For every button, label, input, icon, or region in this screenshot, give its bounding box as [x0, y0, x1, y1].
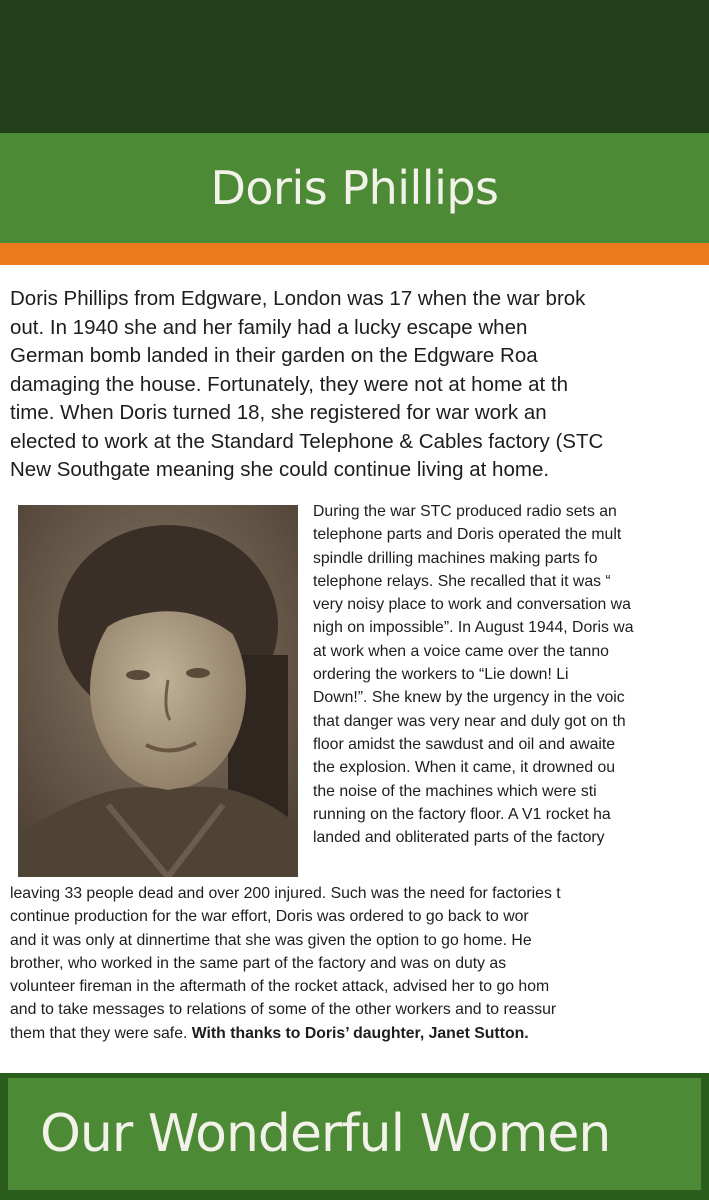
- acknowledgement: With thanks to Doris’ daughter, Janet Sutton.: [191, 1024, 529, 1042]
- intro-line: damaging the house. Fortunately, they were not at home at th: [10, 372, 569, 396]
- top-bar: [0, 0, 709, 133]
- story-line: leaving 33 people dead and over 200 injured. Such was the need for factories t: [10, 885, 561, 902]
- story-line: nigh on impossible”. In August 1944, Doris wa: [313, 619, 634, 637]
- story-line: ordering the workers to “Lie down! Li: [313, 666, 569, 684]
- story-line: Down!”. She knew by the urgency in the voic: [313, 689, 625, 707]
- story-line: volunteer fireman in the aftermath of the rocket attack, advised her to go hom: [10, 978, 550, 996]
- story-line: the noise of the machines which were sti: [313, 782, 597, 800]
- intro-line: elected to work at the Standard Telephone & Cables factory (STC: [10, 429, 604, 453]
- story-line: that danger was very near and duly got on th: [313, 712, 626, 730]
- story-line: floor amidst the sawdust and oil and awaite: [313, 735, 616, 753]
- story-line: very noisy place to work and conversation wa: [313, 596, 631, 614]
- story-side-column: [313, 500, 709, 849]
- story-line: landed and obliterated parts of the factory: [313, 829, 605, 847]
- intro-line: New Southgate meaning she could continue living at home.: [10, 458, 550, 481]
- story-line: spindle drilling machines making parts fo: [313, 549, 598, 567]
- intro-line: out. In 1940 she and her family had a lucky escape when: [10, 315, 528, 339]
- story-last-line: [10, 1022, 709, 1045]
- article-body: [0, 265, 709, 1073]
- story-line: During the war STC produced radio sets an: [313, 503, 617, 520]
- intro-line: Doris Phillips from Edgware, London was 17 when the war brok: [10, 287, 586, 310]
- story-line: running on the factory floor. A V1 rocket ha: [313, 805, 611, 823]
- intro-line: German bomb landed in their garden on the Edgware Roa: [10, 344, 538, 367]
- accent-stripe: [0, 243, 709, 265]
- portrait-image: [18, 505, 298, 877]
- footer-band: [0, 1073, 709, 1200]
- story-line: at work when a voice came over the tanno: [313, 642, 609, 660]
- story-line: telephone relays. She recalled that it was “: [313, 572, 611, 590]
- footer-title: Our Wonderful Women: [40, 1104, 611, 1164]
- portrait-photo: [18, 505, 298, 877]
- intro-paragraph: [10, 285, 709, 485]
- intro-line: time. When Doris turned 18, she registered for war work an: [10, 401, 547, 424]
- footer-panel: [8, 1078, 701, 1190]
- page-title: Doris Phillips: [210, 161, 499, 215]
- title-band: [0, 133, 709, 243]
- story-line: and it was only at dinnertime that she was given the option to go home. He: [10, 931, 532, 949]
- story-line: brother, who worked in the same part of the factory and was on duty as: [10, 954, 507, 972]
- story-line: the explosion. When it came, it drowned ou: [313, 759, 616, 777]
- story-line: continue production for the war effort, Doris was ordered to go back to wor: [10, 908, 529, 926]
- story-wide-column: [10, 882, 709, 1045]
- story-line: telephone parts and Doris operated the mult: [313, 526, 622, 544]
- story-line: and to take messages to relations of some of the other workers and to reassur: [10, 1001, 557, 1019]
- story-closing-text: them that they were safe.: [10, 1024, 188, 1042]
